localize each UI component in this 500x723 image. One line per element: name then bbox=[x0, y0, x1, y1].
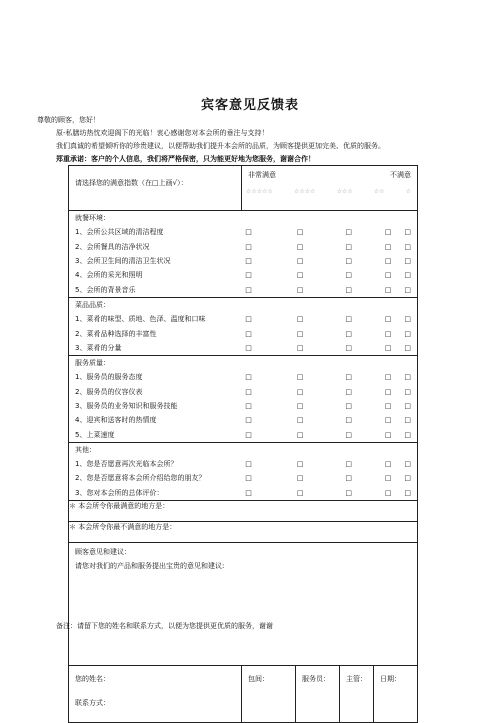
checkbox[interactable]: □ bbox=[245, 315, 252, 324]
checkbox[interactable]: □ bbox=[404, 271, 412, 280]
item-label: 3、服务员的业务知识和服务技能 bbox=[75, 402, 178, 410]
checkbox[interactable]: □ bbox=[345, 285, 352, 294]
section-title: 就餐环境： bbox=[75, 214, 110, 223]
item-label: 2、会所餐具的洁净状况 bbox=[75, 242, 150, 251]
section-title: 其他： bbox=[75, 445, 96, 454]
checkbox[interactable]: □ bbox=[296, 488, 304, 497]
most-satisfied-field[interactable]: ＊ 本会所令你最满意的地方是： bbox=[69, 500, 418, 521]
rating-scale bbox=[242, 166, 418, 211]
greeting: 尊敬的顾客，您好！ bbox=[37, 116, 100, 124]
checkbox[interactable]: □ bbox=[245, 373, 252, 382]
item-label: 1、您是否愿意再次光临本会所？ bbox=[75, 460, 178, 469]
star-1-icon: ☆ bbox=[405, 188, 412, 195]
section-service-quality bbox=[69, 355, 418, 442]
checkbox[interactable]: □ bbox=[404, 416, 412, 425]
checkbox[interactable]: □ bbox=[296, 387, 304, 396]
checkbox[interactable]: □ bbox=[404, 228, 412, 237]
rating-header-row bbox=[69, 166, 418, 211]
checkbox[interactable]: □ bbox=[245, 257, 252, 266]
star-scale bbox=[242, 180, 417, 195]
checkbox[interactable]: □ bbox=[245, 430, 252, 439]
checkbox[interactable]: □ bbox=[384, 416, 392, 425]
checkbox[interactable]: □ bbox=[296, 329, 304, 338]
checkbox[interactable]: □ bbox=[345, 488, 352, 497]
checkbox[interactable]: □ bbox=[404, 474, 412, 483]
checkbox[interactable]: □ bbox=[384, 242, 392, 251]
rating-row bbox=[69, 370, 417, 384]
rating-row bbox=[69, 457, 417, 471]
checkbox[interactable]: □ bbox=[404, 402, 412, 410]
checkbox[interactable]: □ bbox=[384, 430, 392, 439]
checkbox[interactable]: □ bbox=[296, 373, 304, 382]
checkbox[interactable]: □ bbox=[296, 242, 304, 251]
checkbox[interactable]: □ bbox=[404, 373, 412, 382]
checkbox[interactable]: □ bbox=[345, 257, 352, 266]
checkbox[interactable]: □ bbox=[404, 488, 412, 497]
least-satisfied-row bbox=[69, 521, 418, 542]
opinion-title: 顾客意见和建议： bbox=[75, 547, 131, 556]
rating-row bbox=[69, 225, 417, 239]
waiter-field[interactable]: 服务员： bbox=[296, 665, 340, 722]
star-2-icon: ☆☆ bbox=[373, 188, 385, 195]
intro-line-2: 我们真诚的希望倾听你的珍贵建议，以便帮助我们提升本会所的品质，为顾客提供更加完美、优质的服务。 bbox=[56, 142, 385, 150]
checkbox[interactable]: □ bbox=[384, 488, 392, 497]
star-4-icon: ☆☆☆☆ bbox=[293, 188, 316, 195]
rating-instruction: 请选择您的满意指数（在□上画√）： bbox=[69, 166, 242, 211]
checkbox[interactable]: □ bbox=[384, 285, 392, 294]
checkbox[interactable]: □ bbox=[345, 416, 352, 425]
checkbox[interactable]: □ bbox=[404, 430, 412, 439]
rating-row bbox=[69, 427, 417, 441]
checkbox[interactable]: □ bbox=[384, 402, 392, 410]
unsatisfied-label: 不满意 bbox=[390, 171, 412, 179]
very-satisfied-label: 非常满意 bbox=[248, 171, 276, 179]
checkbox[interactable]: □ bbox=[345, 315, 352, 324]
item-label: 3、菜肴的分量 bbox=[75, 343, 122, 352]
opinion-field[interactable] bbox=[69, 542, 418, 665]
checkbox[interactable]: □ bbox=[404, 460, 412, 469]
rating-row bbox=[69, 385, 417, 399]
item-label: 4、会所的采光和照明 bbox=[75, 271, 143, 280]
checkbox[interactable]: □ bbox=[296, 315, 304, 324]
checkbox[interactable]: □ bbox=[245, 387, 252, 396]
checkbox[interactable]: □ bbox=[384, 460, 392, 469]
rating-row bbox=[69, 282, 417, 296]
opinion-prompt: 请您对我们的产品和服务提出宝贵的意见和建议: bbox=[75, 561, 225, 570]
rating-row bbox=[69, 471, 417, 485]
footnote: 备注：请留下您的姓名和联系方式，以便为您提供更优质的服务，谢谢 bbox=[56, 622, 273, 630]
checkbox[interactable]: □ bbox=[296, 416, 304, 425]
checkbox[interactable]: □ bbox=[404, 257, 412, 266]
checkbox[interactable]: □ bbox=[245, 416, 252, 425]
checkbox[interactable]: □ bbox=[345, 329, 352, 338]
checkbox[interactable]: □ bbox=[245, 329, 252, 338]
checkbox[interactable]: □ bbox=[245, 343, 252, 352]
item-label: 1、服务员的服务态度 bbox=[75, 373, 143, 382]
checkbox[interactable]: □ bbox=[384, 228, 392, 237]
name-contact-field[interactable] bbox=[69, 665, 242, 722]
item-label: 2、您是否愿意将本会所介绍给您的朋友？ bbox=[75, 474, 206, 483]
checkbox[interactable]: □ bbox=[245, 242, 252, 251]
checkbox[interactable]: □ bbox=[384, 343, 392, 352]
checkbox[interactable]: □ bbox=[345, 460, 352, 469]
item-label: 5、上菜速度 bbox=[75, 430, 115, 439]
checkbox[interactable]: □ bbox=[296, 474, 304, 483]
item-label: 1、会所公共区域的清洁程度 bbox=[75, 228, 164, 237]
least-satisfied-field[interactable]: ＊ 本会所令你最不满意的地方是： bbox=[69, 521, 418, 542]
checkbox[interactable]: □ bbox=[296, 285, 304, 294]
opinion-row bbox=[69, 542, 418, 665]
room-field[interactable]: 包间： bbox=[242, 665, 296, 722]
checkbox[interactable]: □ bbox=[404, 329, 412, 338]
checkbox[interactable]: □ bbox=[296, 228, 304, 237]
checkbox[interactable]: □ bbox=[296, 271, 304, 280]
section-dining-environment bbox=[69, 211, 418, 298]
item-label: 4、迎宾和送客时的热情度 bbox=[75, 416, 157, 425]
checkbox[interactable]: □ bbox=[384, 315, 392, 324]
section-dish-quality bbox=[69, 297, 418, 355]
rating-row bbox=[69, 341, 417, 355]
form-title: 宾客意见反馈表 bbox=[200, 98, 299, 113]
checkbox[interactable]: □ bbox=[345, 387, 352, 396]
checkbox[interactable]: □ bbox=[296, 460, 304, 469]
rating-row bbox=[69, 268, 417, 282]
guest-info-row bbox=[69, 665, 418, 722]
contact-label: 联系方式： bbox=[75, 698, 110, 707]
checkbox[interactable]: □ bbox=[384, 257, 392, 266]
checkbox[interactable]: □ bbox=[245, 285, 252, 294]
star-3-icon: ☆☆☆ bbox=[336, 188, 353, 195]
checkbox[interactable]: □ bbox=[404, 285, 412, 294]
item-label: 1、菜肴的味型、质地、色泽、温度和口味 bbox=[75, 315, 206, 324]
checkbox[interactable]: □ bbox=[404, 387, 412, 396]
privacy-promise: 郑重承诺：客户的个人信息，我们将严格保密，只为能更好地为您服务，谢谢合作！ bbox=[56, 155, 315, 163]
checkbox[interactable]: □ bbox=[384, 329, 392, 338]
section-title: 服务质量： bbox=[75, 359, 110, 368]
checkbox[interactable]: □ bbox=[296, 430, 304, 439]
star-5-icon: ☆☆☆☆☆ bbox=[246, 188, 273, 195]
checkbox[interactable]: □ bbox=[384, 474, 392, 483]
item-label: 3、您对本会所的总体评价： bbox=[75, 488, 164, 497]
checkbox[interactable]: □ bbox=[245, 402, 252, 410]
checkbox[interactable]: □ bbox=[296, 343, 304, 352]
checkbox[interactable]: □ bbox=[404, 242, 412, 251]
checkbox[interactable]: □ bbox=[345, 373, 352, 382]
checkbox[interactable]: □ bbox=[245, 271, 252, 280]
checkbox[interactable]: □ bbox=[245, 228, 252, 237]
checkbox[interactable]: □ bbox=[404, 315, 412, 324]
most-satisfied-row bbox=[69, 500, 418, 521]
name-label: 您的姓名： bbox=[75, 674, 110, 683]
section-title: 菜品品质： bbox=[75, 300, 110, 309]
section-other bbox=[69, 442, 418, 500]
checkbox[interactable]: □ bbox=[404, 343, 412, 352]
checkbox[interactable]: □ bbox=[384, 373, 392, 382]
rating-row bbox=[69, 413, 417, 427]
checkbox[interactable]: □ bbox=[245, 488, 252, 497]
checkbox[interactable]: □ bbox=[245, 474, 252, 483]
checkbox[interactable]: □ bbox=[296, 402, 304, 410]
item-label: 2、菜肴品种选择的丰富性 bbox=[75, 329, 157, 338]
rating-row bbox=[69, 312, 417, 326]
rating-row bbox=[69, 399, 417, 413]
checkbox[interactable]: □ bbox=[345, 228, 352, 237]
checkbox[interactable]: □ bbox=[345, 242, 352, 251]
item-label: 2、服务员的仪容仪表 bbox=[75, 387, 143, 396]
feedback-table bbox=[68, 165, 418, 723]
checkbox[interactable]: □ bbox=[245, 460, 252, 469]
date-field[interactable]: 日期： bbox=[374, 665, 418, 722]
rating-row bbox=[69, 326, 417, 340]
intro-line-1: 原-私膳坊热忱欢迎阁下的光临！衷心感谢您对本会所的垂注与支持！ bbox=[56, 129, 269, 137]
manager-field[interactable]: 主管： bbox=[340, 665, 374, 722]
checkbox[interactable]: □ bbox=[345, 343, 352, 352]
checkbox[interactable]: □ bbox=[384, 271, 392, 280]
rating-row bbox=[69, 254, 417, 268]
checkbox[interactable]: □ bbox=[345, 271, 352, 280]
item-label: 5、会所的背景音乐 bbox=[75, 285, 136, 294]
rating-row bbox=[69, 240, 417, 254]
checkbox[interactable]: □ bbox=[345, 474, 352, 483]
item-label: 3、会所卫生间的清洁卫生状况 bbox=[75, 257, 171, 266]
checkbox[interactable]: □ bbox=[384, 387, 392, 396]
rating-row bbox=[69, 486, 417, 500]
checkbox[interactable]: □ bbox=[345, 430, 352, 439]
checkbox[interactable]: □ bbox=[345, 402, 352, 410]
checkbox[interactable]: □ bbox=[296, 257, 304, 266]
